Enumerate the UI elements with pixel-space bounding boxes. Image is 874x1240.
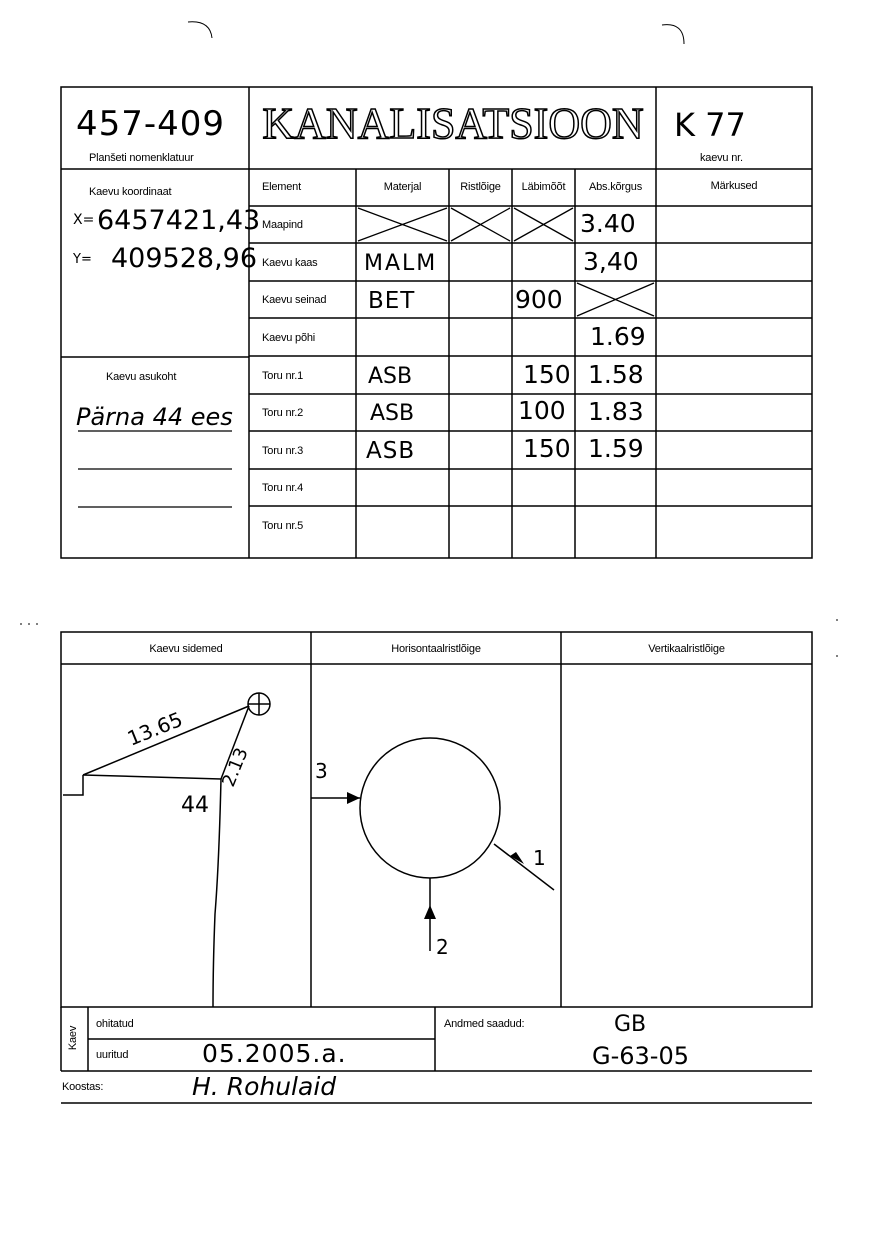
col-diameter: Läbimõõt [521, 181, 566, 193]
vertical-section-header: Vertikaalristlõige [648, 643, 725, 655]
col-elevation: Abs.kõrgus [588, 181, 643, 193]
x-prefix: X= [73, 212, 95, 228]
x-coordinate: 6457421,43 [97, 205, 261, 236]
inspection-date: 05.2005.a. [202, 1039, 347, 1068]
plan-number: 457-409 [76, 104, 226, 144]
col-material: Materjal [383, 181, 422, 193]
author-name: H. Rohulaid [192, 1072, 337, 1101]
row-material: ASB [366, 438, 416, 464]
row-element: Kaevu seinad [262, 294, 327, 306]
pipe-label-1: 1 [533, 846, 546, 870]
ties-sketch [61, 664, 311, 1007]
row1-label: ohitatud [96, 1018, 134, 1030]
row-elevation: 1.58 [588, 360, 644, 389]
row-elevation: 3,40 [583, 247, 639, 276]
tie-distance-2: 2.13 [218, 744, 253, 790]
row-element: Toru nr.1 [262, 370, 304, 382]
location-address: Pärna 44 ees [76, 403, 233, 431]
row-element: Toru nr.5 [262, 520, 304, 532]
row-element: Kaevu kaas [262, 257, 318, 269]
well-id-label: kaevu nr. [700, 152, 743, 164]
tie-distance-3: 44 [181, 793, 209, 818]
coordinates-label: Kaevu koordinaat [89, 186, 172, 198]
row-size: 100 [518, 396, 566, 425]
pipe-label-2: 2 [436, 935, 449, 959]
y-coordinate: 409528,96 [111, 243, 258, 274]
col-element: Element [262, 181, 301, 193]
row-elevation: 1.69 [590, 322, 646, 351]
well-vertical-label: Kaev [67, 1025, 79, 1051]
pipe-label-3: 3 [315, 759, 328, 783]
tie-distance-1: 13.65 [123, 706, 186, 751]
data-source-reference: G-63-05 [592, 1042, 689, 1070]
well-id: K 77 [674, 106, 746, 144]
row2-label: uuritud [96, 1049, 129, 1061]
row-element: Toru nr.4 [262, 482, 304, 494]
row-size: 900 [515, 285, 563, 314]
row-element: Toru nr.3 [262, 445, 304, 457]
ties-header: Kaevu sidemed [149, 643, 223, 655]
row-material: ASB [370, 401, 415, 426]
y-prefix: Y= [73, 252, 92, 267]
data-source-label: Andmed saadud: [444, 1018, 525, 1030]
data-source-code: GB [614, 1012, 647, 1037]
row-size: 150 [523, 360, 571, 389]
col-cross-section: Ristlõige [460, 181, 501, 193]
row-element: Kaevu põhi [262, 332, 316, 344]
col-remarks: Märkused [710, 180, 758, 192]
row-material: MALM [364, 251, 438, 276]
row-material: BET [368, 288, 416, 314]
row-material: ASB [368, 364, 413, 389]
row-elevation: 1.83 [588, 397, 644, 426]
horizontal-section-sketch [311, 664, 561, 1007]
plan-number-label: Planšeti nomenklatuur [89, 152, 194, 164]
row-elevation: 1.59 [588, 434, 644, 463]
row-elevation: 3.40 [580, 209, 636, 238]
author-label: Koostas: [62, 1081, 104, 1093]
form-title: KANALISATSIOON [262, 99, 644, 148]
row-size: 150 [523, 434, 571, 463]
row-element: Toru nr.2 [262, 407, 304, 419]
horizontal-section-header: Horisontaalristlõige [391, 643, 481, 655]
row-element: Maapind [262, 219, 303, 231]
location-label: Kaevu asukoht [106, 371, 177, 383]
